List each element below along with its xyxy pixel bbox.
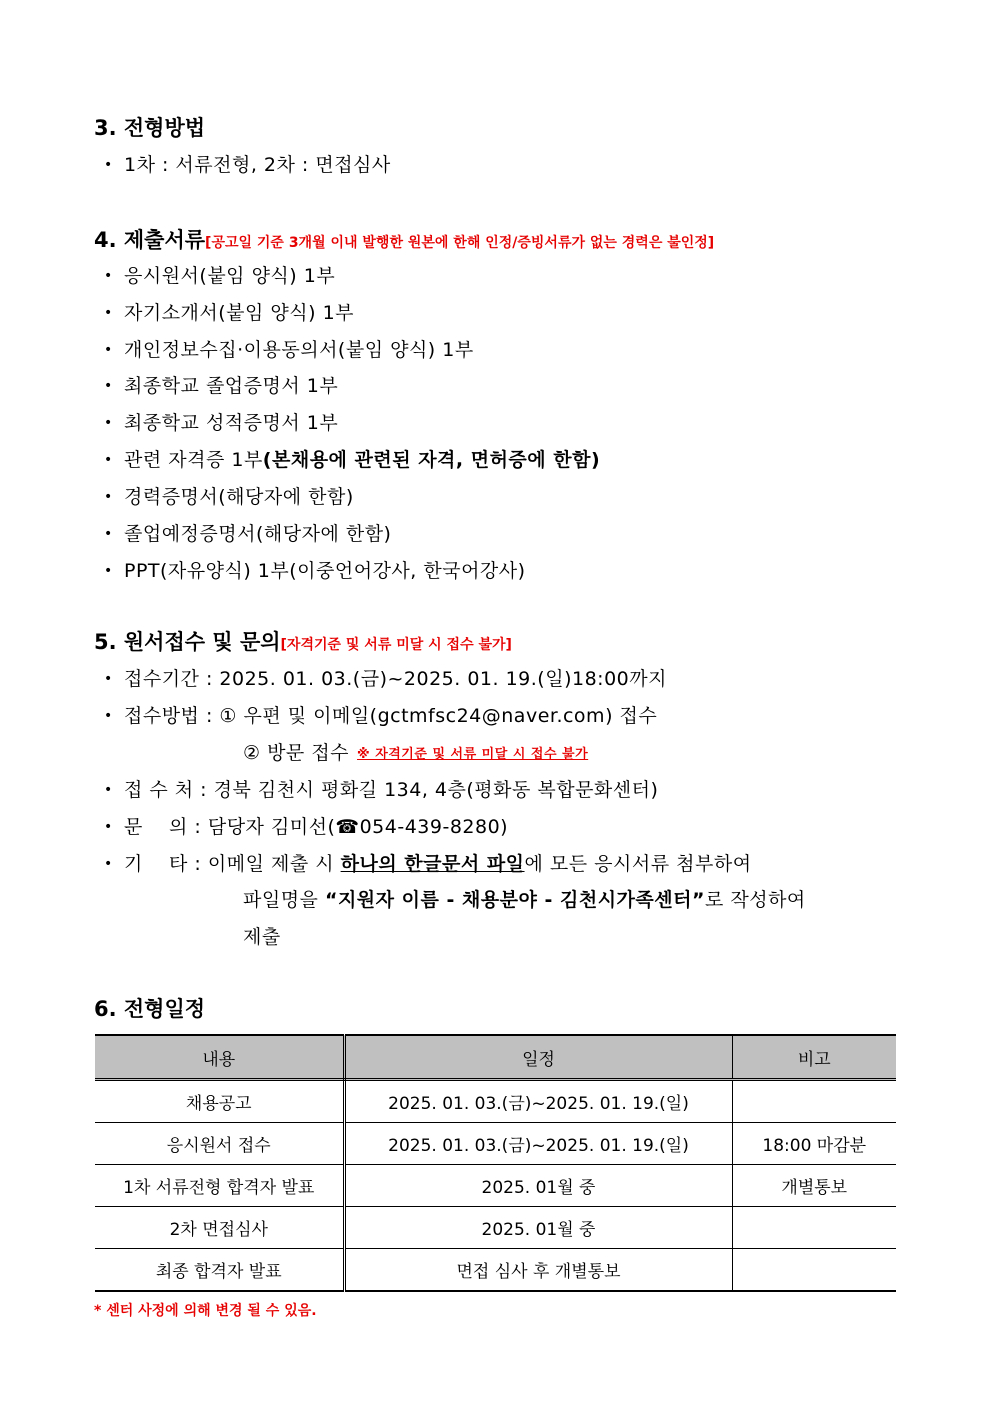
list-item: • 경력증명서(해당자에 한함) xyxy=(104,483,354,511)
bullet-icon: • xyxy=(104,489,113,505)
section-5-title: 5. 원서접수 및 문의[자격기준 및 서류 미달 시 접수 불가] xyxy=(94,630,512,654)
etc-line-2: 파일명을 “지원자 이름 - 채용분야 - 김천시가족센터”로 작성하여 xyxy=(243,889,806,911)
bullet-icon: • xyxy=(104,819,113,835)
table-header: 비고 xyxy=(732,1035,896,1080)
bullet-icon: • xyxy=(104,305,113,321)
list-item: • 관련 자격증 1부(본채용에 관련된 자격, 면허증에 한함) xyxy=(104,446,600,474)
table-header-row xyxy=(95,1035,896,1080)
list-item: • 최종학교 성적증명서 1부 xyxy=(104,409,338,437)
period-line: • 접수기간 : 2025. 01. 03.(금)~2025. 01. 19.(일)18:00까지 xyxy=(104,665,667,693)
schedule-footnote: * 센터 사정에 의해 변경 될 수 있음. xyxy=(94,1303,317,1319)
method-note: ※ 자격기준 및 서류 미달 시 접수 불가 xyxy=(357,747,589,762)
table-cell: 2025. 01월 중 xyxy=(344,1207,732,1249)
inquiry-line: • 문 의 : 담당자 김미선(☎054-439-8280) xyxy=(104,813,508,841)
table-row xyxy=(95,1165,896,1207)
table-cell: 18:00 마감분 xyxy=(732,1123,896,1165)
bullet-icon: • xyxy=(104,268,113,284)
table-cell: 2025. 01. 03.(금)~2025. 01. 19.(일) xyxy=(344,1080,732,1123)
bullet-icon: • xyxy=(104,782,113,798)
table-cell: 2차 면접심사 xyxy=(95,1207,344,1249)
table-cell: 채용공고 xyxy=(95,1080,344,1123)
bullet-icon: • xyxy=(104,415,113,431)
table-cell: 1차 서류전형 합격자 발표 xyxy=(95,1165,344,1207)
table-cell: 면접 심사 후 개별통보 xyxy=(344,1249,732,1292)
bullet-icon: • xyxy=(104,342,113,358)
etc-line: • 기 타 : 이메일 제출 시 하나의 한글문서 파일에 모든 응시서류 첨부하여 xyxy=(104,850,752,878)
bullet-icon: • xyxy=(104,452,113,468)
list-item: • PPT(자유양식) 1부(이중언어강사, 한국어강사) xyxy=(104,557,526,585)
table-row xyxy=(95,1249,896,1292)
section-6-title: 6. 전형일정 xyxy=(94,997,206,1021)
method-line-2: ② 방문 접수 ※ 자격기준 및 서류 미달 시 접수 불가 xyxy=(243,742,589,764)
table-cell: 개별통보 xyxy=(732,1165,896,1207)
table-cell: 2025. 01월 중 xyxy=(344,1165,732,1207)
schedule-table xyxy=(95,1034,896,1292)
table-header: 일정 xyxy=(344,1035,732,1080)
method-line: • 접수방법 : ① 우편 및 이메일(gctmfsc24@naver.com) 접수 xyxy=(104,702,657,730)
etc-line-3: 제출 xyxy=(243,926,281,948)
place-line: • 접 수 처 : 경북 김천시 평화길 134, 4층(평화동 복합문화센터) xyxy=(104,776,658,804)
bullet-icon: • xyxy=(104,671,113,687)
bullet-icon: • xyxy=(104,563,113,579)
table-cell: 응시원서 접수 xyxy=(95,1123,344,1165)
bullet-icon: • xyxy=(104,856,113,872)
list-item: • 졸업예정증명서(해당자에 한함) xyxy=(104,520,391,548)
section-3-title: 3. 전형방법 xyxy=(94,116,206,140)
bullet-icon: • xyxy=(104,157,113,173)
table-cell xyxy=(732,1080,896,1123)
list-item: • 자기소개서(붙임 양식) 1부 xyxy=(104,299,354,327)
table-cell xyxy=(732,1207,896,1249)
list-item: • 개인정보수집·이용동의서(붙임 양식) 1부 xyxy=(104,336,474,364)
table-row xyxy=(95,1207,896,1249)
table-header: 내용 xyxy=(95,1035,344,1080)
section-3-item: • 1차 : 서류전형, 2차 : 면접심사 xyxy=(104,151,391,179)
list-item: • 최종학교 졸업증명서 1부 xyxy=(104,372,338,400)
bullet-icon: • xyxy=(104,378,113,394)
bullet-icon: • xyxy=(104,526,113,542)
bullet-icon: • xyxy=(104,708,113,724)
table-cell xyxy=(732,1249,896,1292)
table-cell: 최종 합격자 발표 xyxy=(95,1249,344,1292)
table-row xyxy=(95,1123,896,1165)
table-row xyxy=(95,1080,896,1123)
section-4-title: 4. 제출서류[공고일 기준 3개월 이내 발행한 원본에 한해 인정/증빙서류가 없는 경력은 불인정] xyxy=(94,228,715,252)
section-4-note: [공고일 기준 3개월 이내 발행한 원본에 한해 인정/증빙서류가 없는 경력은 불인정] xyxy=(205,235,715,251)
table-cell: 2025. 01. 03.(금)~2025. 01. 19.(일) xyxy=(344,1123,732,1165)
section-5-note: [자격기준 및 서류 미달 시 접수 불가] xyxy=(280,637,512,653)
list-item: • 응시원서(붙임 양식) 1부 xyxy=(104,262,335,290)
